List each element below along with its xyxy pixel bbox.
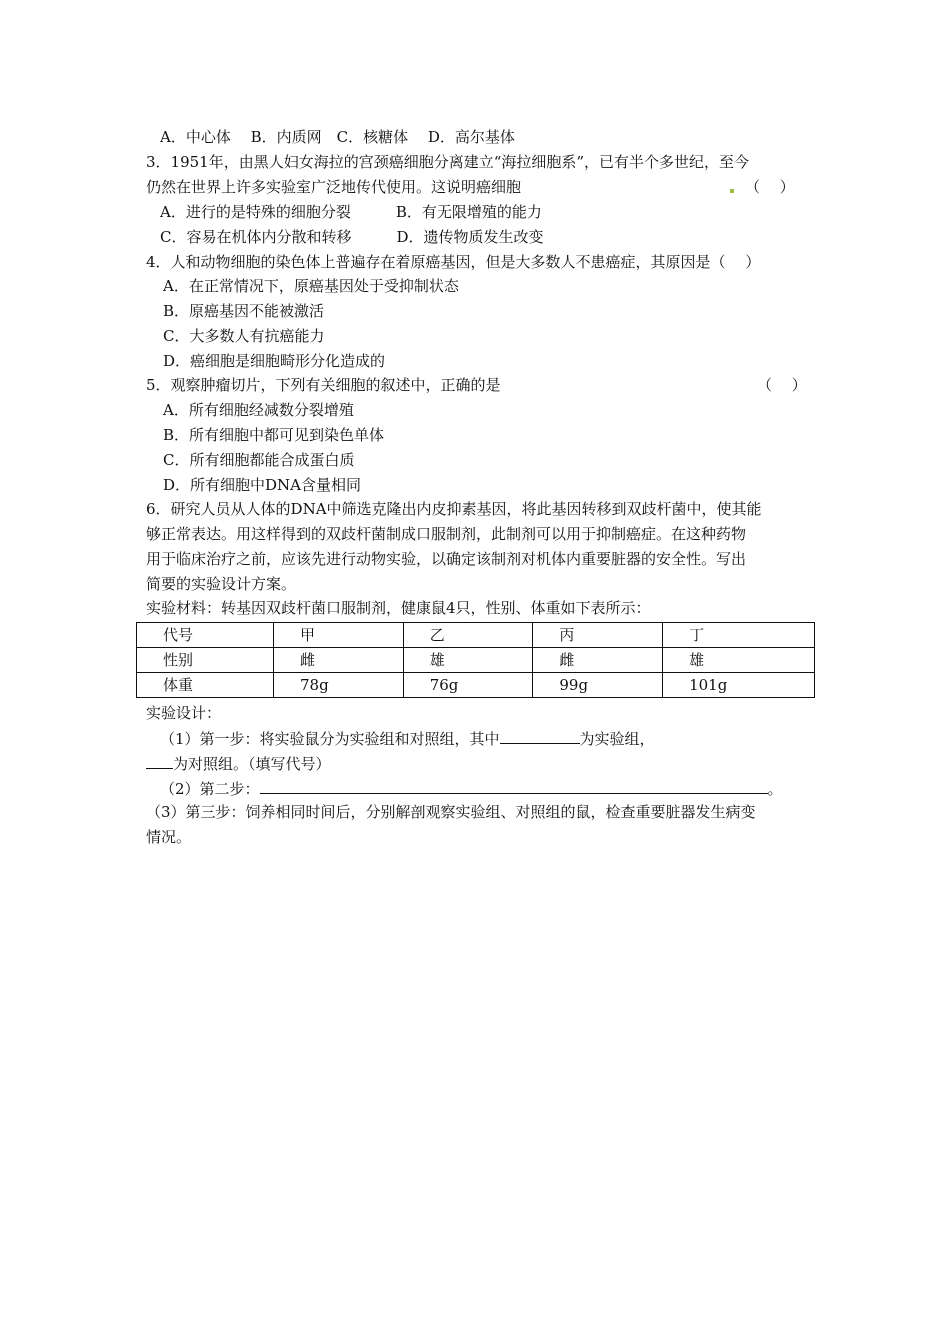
- table-cell: 性别: [137, 648, 274, 673]
- step3-line2: 情况。: [146, 828, 192, 846]
- step1-line1: [160, 728, 655, 749]
- table-cell: 101g: [663, 673, 815, 698]
- step1-text-a: （1）第一步：将实验鼠分为实验组和对照组，其中: [160, 730, 500, 748]
- q6-stem-line3: 用于临床治疗之前，应该先进行动物实验，以确定该制剂对机体内重要脏器的安全性。写出: [146, 550, 747, 568]
- table-cell: 76g: [403, 673, 533, 698]
- q5-stem: 5．观察肿瘤切片，下列有关细胞的叙述中，正确的是: [146, 376, 501, 394]
- table-cell: 雌: [533, 648, 663, 673]
- table-cell: 丁: [663, 623, 815, 648]
- step1-text-c: 为对照组。（填写代号）: [173, 755, 331, 773]
- q3-stem-line2: 仍然在世界上许多实验室广泛地传代使用。这说明癌细胞: [146, 178, 522, 196]
- step1-line2: [146, 753, 331, 774]
- q4-option-d: D．癌细胞是细胞畸形分化造成的: [163, 352, 386, 370]
- design-title: 实验设计：: [146, 704, 222, 722]
- step1-text-b: 为实验组，: [579, 730, 655, 748]
- q4-option-b: B．原癌基因不能被激活: [163, 302, 325, 320]
- q2-options: A．中心体 B．内质网 C．核糖体 D．高尔基体: [160, 128, 515, 146]
- q3-stem-line1: 3．1951年，由黑人妇女海拉的宫颈癌细胞分离建立“海拉细胞系”，已有半个多世纪，至今: [146, 153, 750, 171]
- table-row: [137, 673, 815, 698]
- answer-blank-control[interactable]: [146, 753, 173, 769]
- q3-answer-paren: （ ）: [745, 178, 795, 196]
- table-row: [137, 648, 815, 673]
- q6-stem-line1: 6．研究人员从人体的DNA中筛选克隆出内皮抑素基因，将此基因转移到双歧杆菌中，使其能: [146, 500, 762, 518]
- table-cell: 雌: [274, 648, 404, 673]
- table-cell: 雄: [663, 648, 815, 673]
- step2-text-b: 。: [767, 780, 783, 798]
- q4-stem: 4．人和动物细胞的染色体上普遍存在着原癌基因，但是大多数人不患癌症，其原因是（ ）: [146, 253, 761, 271]
- q5-option-b: B．所有细胞中都可见到染色单体: [163, 426, 385, 444]
- answer-blank-experimental[interactable]: [500, 728, 580, 744]
- q4-option-c: C．大多数人有抗癌能力: [163, 327, 325, 345]
- q5-option-c: C．所有细胞都能合成蛋白质: [163, 451, 355, 469]
- q5-option-d: D．所有细胞中DNA含量相同: [163, 476, 362, 494]
- q3-options-row2: C．容易在机体内分散和转移 D．遗传物质发生改变: [160, 228, 544, 246]
- mice-table: [136, 622, 815, 698]
- table-row: [137, 623, 815, 648]
- table-cell: 99g: [533, 673, 663, 698]
- table-cell: 体重: [137, 673, 274, 698]
- q5-answer-paren: （ ）: [757, 376, 807, 394]
- q5-option-a: A．所有细胞经减数分裂增殖: [163, 401, 354, 419]
- table-cell: 乙: [403, 623, 533, 648]
- table-cell: 78g: [274, 673, 404, 698]
- q6-stem-line4: 简要的实验设计方案。: [146, 575, 297, 593]
- q3-options-row1: A．进行的是特殊的细胞分裂 B．有无限增殖的能力: [160, 203, 542, 221]
- green-dot-mark: [730, 189, 734, 193]
- table-cell: 丙: [533, 623, 663, 648]
- step2-line: [160, 778, 783, 799]
- q6-stem-line2: 够正常表达。用这样得到的双歧杆菌制成口服制剂，此制剂可以用于抑制癌症。在这种药物: [146, 525, 747, 543]
- table-cell: 甲: [274, 623, 404, 648]
- answer-blank-step2[interactable]: [260, 778, 768, 794]
- table-cell: 代号: [137, 623, 274, 648]
- q4-option-a: A．在正常情况下，原癌基因处于受抑制状态: [163, 277, 459, 295]
- step3-line1: （3）第三步：饲养相同时间后，分别解剖观察实验组、对照组的鼠，检查重要脏器发生病变: [146, 803, 756, 821]
- q6-materials: 实验材料：转基因双歧杆菌口服制剂，健康鼠4只，性别、体重如下表所示：: [146, 599, 651, 617]
- table-cell: 雄: [403, 648, 533, 673]
- step2-text-a: （2）第二步：: [160, 780, 260, 798]
